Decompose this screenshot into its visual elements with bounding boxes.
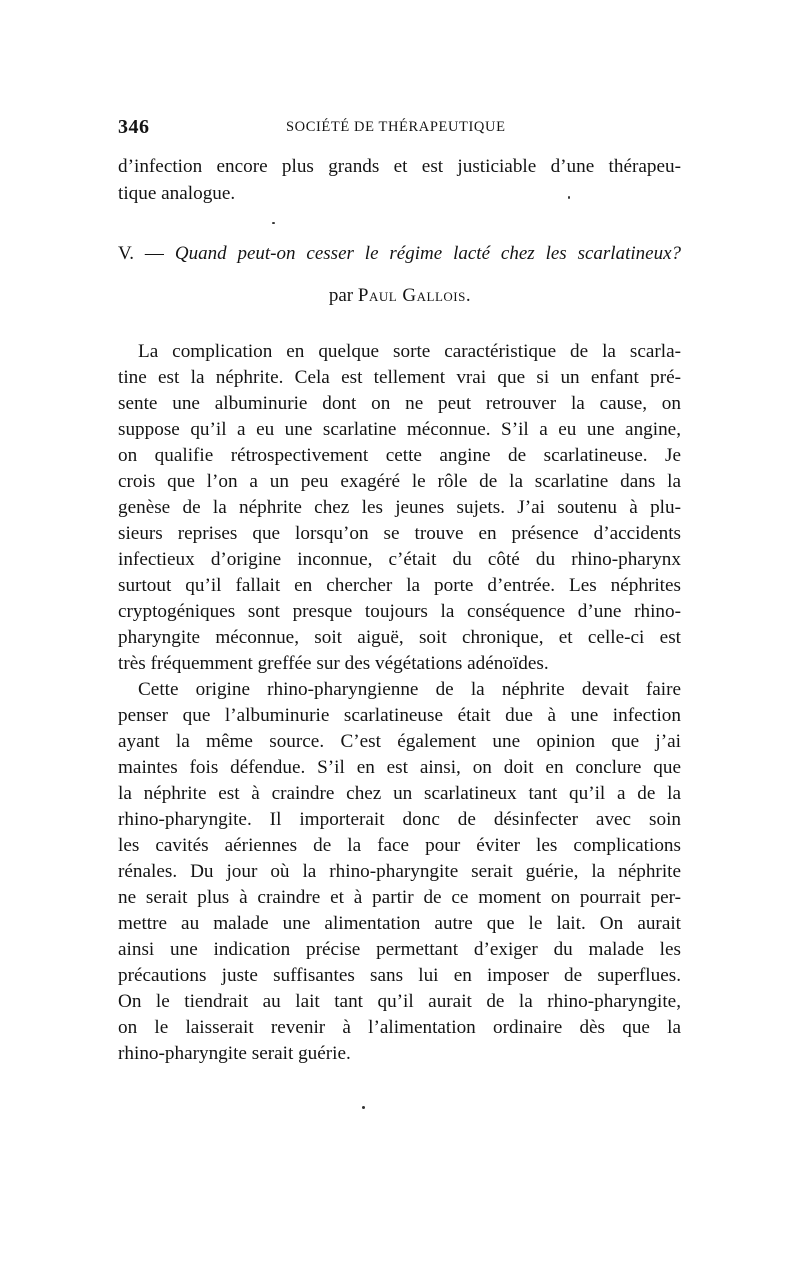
text-line: ne serait plus à craindre et à partir de ce moment on pourrait per- bbox=[118, 887, 681, 908]
ink-speck bbox=[362, 1106, 365, 1109]
text-line: rhino-pharyngite serait guérie. bbox=[118, 1043, 351, 1064]
text-line: Cette origine rhino-pharyngienne de la néphrite devait faire bbox=[138, 679, 681, 700]
text-line: d’infection encore plus grands et est justiciable d’une thérapeu- bbox=[118, 156, 681, 177]
text-line: maintes fois défendue. S’il en est ainsi, on doit en conclure que bbox=[118, 757, 681, 778]
text-line: les cavités aériennes de la face pour éviter les complications bbox=[118, 835, 681, 856]
page-number: 346 bbox=[118, 116, 150, 138]
ink-speck bbox=[272, 222, 275, 224]
text-line: infectieux d’origine inconnue, c’était du côté du rhino-pharynx bbox=[118, 549, 681, 570]
author-name: Paul Gallois. bbox=[357, 285, 472, 306]
text-line: mettre au malade une alimentation autre que le lait. On aurait bbox=[118, 913, 681, 934]
text-line: rénales. Du jour où la rhino-pharyngite serait guérie, la néphrite bbox=[118, 861, 681, 882]
section-heading bbox=[118, 243, 681, 265]
ink-speck bbox=[568, 196, 570, 199]
running-head bbox=[118, 116, 678, 140]
text-line: On le tiendrait au lait tant qu’il aurait de la rhino-pharyngite, bbox=[118, 991, 681, 1012]
section-number: V. — bbox=[118, 243, 164, 264]
text-line: penser que l’albuminurie scarlatineuse était due à une infection bbox=[118, 705, 681, 726]
text-line: La complication en quelque sorte caractéristique de la scarla- bbox=[138, 341, 681, 362]
text-line: sieurs reprises que lorsqu’on se trouve en présence d’accidents bbox=[118, 523, 681, 544]
text-line: surtout qu’il fallait en chercher la porte d’entrée. Les néphrites bbox=[118, 575, 681, 596]
text-line: sente une albuminurie dont on ne peut retrouver la cause, on bbox=[118, 393, 681, 414]
byline-prefix: par bbox=[328, 285, 354, 306]
text-line: suppose qu’il a eu une scarlatine méconnue. S’il a eu une angine, bbox=[118, 419, 681, 440]
text-line: pharyngite méconnue, soit aiguë, soit chronique, et celle-ci est bbox=[118, 627, 681, 648]
text-line: la néphrite est à craindre chez un scarlatineux tant qu’il a de la bbox=[118, 783, 681, 804]
section-title: Quand peut-on cesser le régime lacté chez les scarlatineux? bbox=[174, 243, 681, 264]
text-line: tique analogue. bbox=[118, 183, 236, 204]
text-line: précautions juste suffisantes sans lui en imposer de superflues. bbox=[118, 965, 681, 986]
text-line: rhino-pharyngite. Il importerait donc de désinfecter avec soin bbox=[118, 809, 681, 830]
text-line: on le laisserait revenir à l’alimentation ordinaire dès que la bbox=[118, 1017, 681, 1038]
text-line: cryptogéniques sont presque toujours la conséquence d’une rhino- bbox=[118, 601, 681, 622]
text-line: on qualifie rétrospectivement cette angine de scarlatineuse. Je bbox=[118, 445, 681, 466]
text-line: très fréquemment greffée sur des végétations adénoïdes. bbox=[118, 653, 549, 674]
text-line: ayant la même source. C’est également une opinion que j’ai bbox=[118, 731, 681, 752]
journal-title: SOCIÉTÉ DE THÉRAPEUTIQUE bbox=[286, 119, 506, 135]
text-line: ainsi une indication précise permettant d’exiger du malade les bbox=[118, 939, 681, 960]
text-line: tine est la néphrite. Cela est tellement vrai que si un enfant pré- bbox=[118, 367, 681, 388]
text-line: crois que l’on a un peu exagéré le rôle de la scarlatine dans la bbox=[118, 471, 681, 492]
text-line: genèse de la néphrite chez les jeunes sujets. J’ai soutenu à plu- bbox=[118, 497, 681, 518]
byline bbox=[0, 285, 800, 307]
